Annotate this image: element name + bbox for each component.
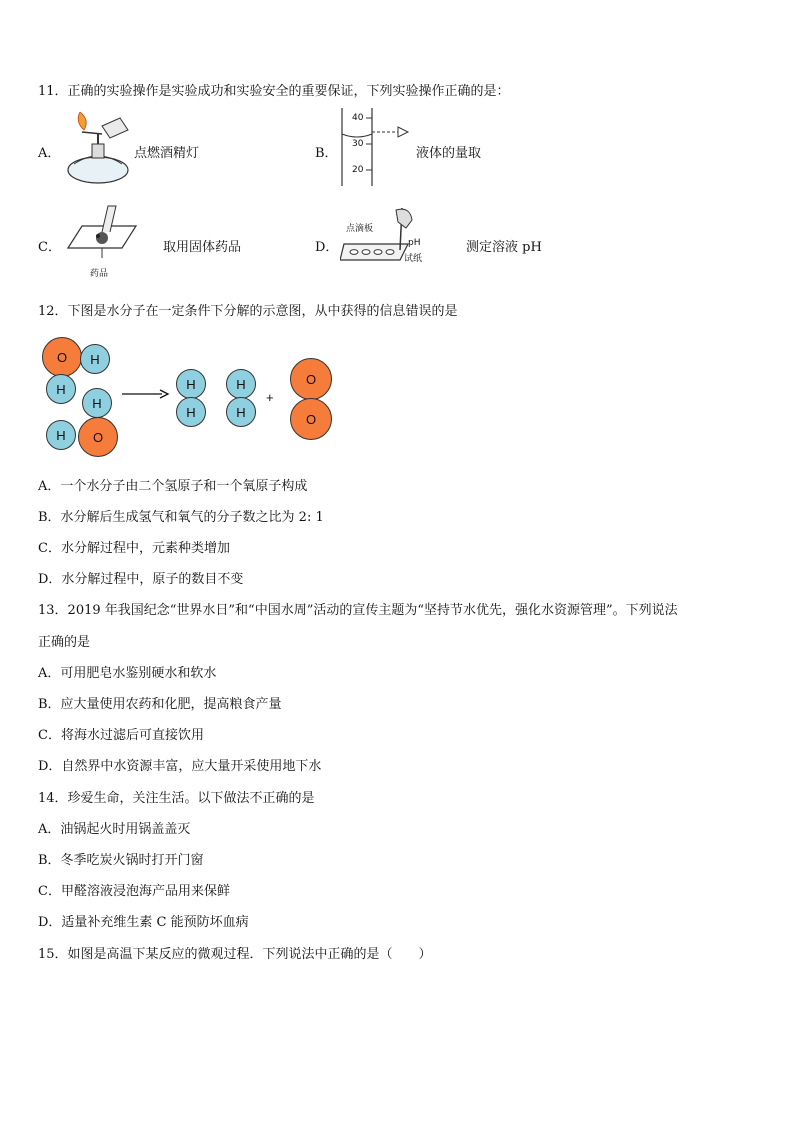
q14-option-b: B．冬季吃炭火锅时打开门窗: [38, 853, 204, 868]
reaction-arrow-icon: [122, 388, 170, 400]
hydrogen-atom: H: [46, 420, 76, 450]
hydrogen-atom: H: [176, 397, 206, 427]
q11-option-b-letter: B．: [315, 146, 338, 161]
q14-stem: 14．珍爱生命，关注生活。以下做法不正确的是: [38, 791, 315, 806]
q11-option-d-letter: D．: [315, 240, 339, 255]
hydrogen-atom: H: [176, 369, 206, 399]
cylinder-tick-30: 30: [352, 139, 364, 149]
q11-option-b-text: 液体的量取: [416, 146, 482, 161]
q13-option-c: C．将海水过滤后可直接饮用: [38, 728, 204, 743]
q12-option-d: D．水分解过程中，原子的数目不变: [38, 572, 244, 587]
q14-option-d: D．适量补充维生素 C 能预防坏血病: [38, 915, 249, 930]
hydrogen-atom: H: [80, 344, 110, 374]
test-paper-label: 试纸: [404, 254, 423, 264]
q12-option-c: C．水分解过程中，元素种类增加: [38, 541, 230, 556]
hydrogen-atom: H: [226, 397, 256, 427]
q14-option-c: C．甲醛溶液浸泡海产品用来保鲜: [38, 884, 230, 899]
solid-reagent-label: 药品: [90, 269, 109, 279]
hydrogen-atom: H: [226, 369, 256, 399]
solid-reagent-figure: [64, 202, 140, 266]
hydrogen-atom: H: [82, 388, 112, 418]
q13-stem-line2: 正确的是: [38, 635, 91, 650]
oxygen-atom: O: [290, 358, 332, 400]
q15-stem: 15．如图是高温下某反应的微观过程．下列说法中正确的是（ ）: [38, 947, 432, 962]
q11-option-a-letter: A．: [38, 146, 61, 161]
oxygen-atom: O: [290, 398, 332, 440]
q11-stem: 11．正确的实验操作是实验成功和实验安全的重要保证，下列实验操作正确的是：: [38, 84, 510, 99]
hydrogen-atom: H: [46, 374, 76, 404]
q14-option-a: A．油锅起火时用锅盖盖灭: [38, 822, 191, 837]
q11-option-a-text: 点燃酒精灯: [134, 146, 200, 161]
q13-option-b: B．应大量使用农药和化肥，提高粮食产量: [38, 697, 282, 712]
q12-option-b: B．水分解后生成氢气和氧气的分子数之比为 2: 1: [38, 510, 324, 525]
q13-stem-line1: 13．2019 年我国纪念“世界水日”和“中国水周”活动的宣传主题为“坚持节水优先，强化水资源管理”。下列说法: [38, 603, 678, 618]
q12-option-a: A．一个水分子由二个氢原子和一个氧原子构成: [38, 479, 308, 494]
alcohol-lamp-figure: [62, 108, 134, 186]
q11-option-c-letter: C．: [38, 240, 61, 255]
q11-option-d-text: 测定溶液 pH: [466, 240, 542, 255]
ph-label: pH: [408, 238, 421, 248]
plus-sign: +: [266, 390, 274, 405]
q11-option-c-text: 取用固体药品: [163, 240, 242, 255]
q12-stem: 12．下图是水分子在一定条件下分解的示意图，从中获得的信息错误的是: [38, 304, 458, 319]
spot-plate-label: 点滴板: [346, 224, 374, 234]
cylinder-tick-20: 20: [352, 165, 364, 175]
measuring-cylinder-figure: [336, 108, 416, 188]
oxygen-atom: O: [42, 337, 82, 377]
q13-option-d: D．自然界中水资源丰富，应大量开采使用地下水: [38, 759, 322, 774]
cylinder-tick-40: 40: [352, 113, 364, 123]
q13-option-a: A．可用肥皂水鉴别硬水和软水: [38, 666, 217, 681]
oxygen-atom: O: [78, 417, 118, 457]
